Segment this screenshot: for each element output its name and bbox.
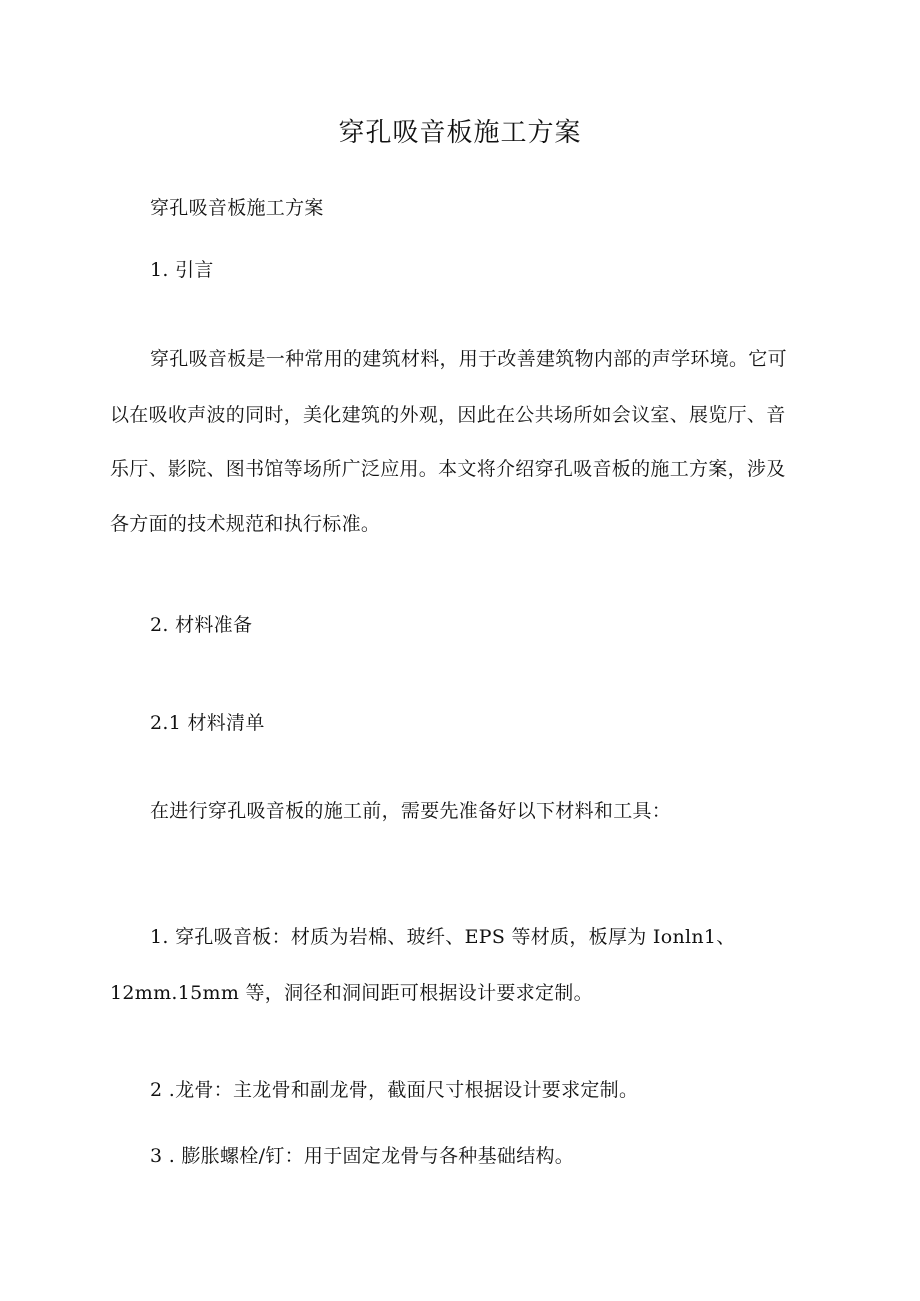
section-2-heading: 2. 材料准备 (150, 614, 253, 636)
intro-line: 以在吸收声波的同时，美化建筑的外观，因此在公共场所如会议室、展览厅、音 (110, 404, 786, 426)
list-item: 2 .龙骨：主龙骨和副龙骨，截面尺寸根据设计要求定制。 (150, 1079, 639, 1101)
document-subtitle: 穿孔吸音板施工方案 (150, 197, 324, 219)
list-item: 3 . 膨胀螺栓/钉：用于固定龙骨与各种基础结构。 (150, 1145, 575, 1167)
section-2-1-heading: 2.1 材料清单 (150, 712, 265, 734)
intro-line: 乐厅、影院、图书馆等场所广泛应用。本文将介绍穿孔吸音板的施工方案，涉及 (110, 458, 786, 480)
document-title: 穿孔吸音板施工方案 (338, 118, 582, 148)
materials-intro: 在进行穿孔吸音板的施工前，需要先准备好以下材料和工具： (150, 800, 672, 822)
intro-line: 穿孔吸音板是一种常用的建筑材料，用于改善建筑物内部的声学环境。它可 (150, 348, 787, 370)
list-item: 1. 穿孔吸音板：材质为岩棉、玻纤、EPS 等材质，板厚为 Ionln1、 (150, 926, 736, 948)
list-item-continuation: 12mm.15mm 等，洞径和洞间距可根据设计要求定制。 (110, 982, 593, 1004)
section-1-heading: 1. 引言 (150, 259, 214, 281)
intro-line: 各方面的技术规范和执行标准。 (110, 513, 381, 535)
